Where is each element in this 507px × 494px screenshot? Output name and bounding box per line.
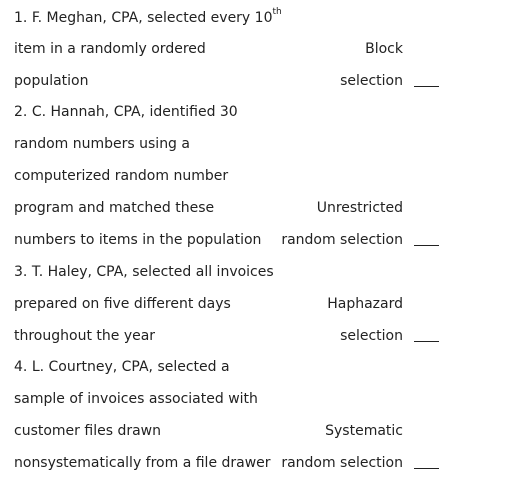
ordinal-suffix: th — [272, 7, 282, 18]
item-text: L. Courtney, CPA, selected a — [31, 359, 230, 375]
item-3-line-2 — [0, 293, 507, 315]
item-2-line-1 — [0, 101, 507, 123]
option-label: Systematic — [325, 423, 403, 439]
item-text: F. Meghan, CPA, selected every 10 — [31, 10, 273, 26]
item-text: throughout the year — [14, 328, 156, 344]
option-label: random selection — [281, 232, 403, 248]
item-1-line-1 — [0, 7, 507, 29]
answer-blank-3[interactable] — [414, 341, 439, 342]
item-1-line-3 — [0, 70, 507, 92]
option-label: Unrestricted — [316, 200, 403, 216]
item-text: nonsystematically from a file drawer — [14, 455, 271, 471]
item-2-line-3 — [0, 165, 507, 187]
item-3-line-3 — [0, 325, 507, 347]
item-number: 4. — [14, 359, 28, 375]
answer-blank-4[interactable] — [414, 468, 439, 469]
item-text: prepared on five different days — [14, 296, 231, 312]
item-number: 3. — [14, 264, 28, 280]
item-4-line-4 — [0, 452, 507, 474]
item-2-line-2 — [0, 133, 507, 155]
item-number: 1. — [14, 10, 28, 26]
option-label: Block — [365, 41, 403, 57]
answer-blank-2[interactable] — [414, 245, 439, 246]
item-4-line-1 — [0, 356, 507, 378]
option-label: Haphazard — [327, 296, 403, 312]
item-2-line-4 — [0, 197, 507, 219]
item-text: numbers to items in the population — [14, 232, 262, 248]
option-label: random selection — [281, 455, 403, 471]
item-2-line-5 — [0, 229, 507, 251]
item-text: sample of invoices associated with — [14, 391, 258, 407]
item-text: item in a randomly ordered — [14, 41, 206, 57]
item-text: random numbers using a — [14, 136, 190, 152]
answer-blank-1[interactable] — [414, 86, 439, 87]
item-text: program and matched these — [14, 200, 215, 216]
item-4-line-3 — [0, 420, 507, 442]
item-3-line-1 — [0, 261, 507, 283]
item-text: computerized random number — [14, 168, 229, 184]
item-text: T. Haley, CPA, selected all invoices — [31, 264, 274, 280]
item-number: 2. — [14, 104, 28, 120]
item-text: population — [14, 73, 89, 89]
option-label: selection — [340, 73, 403, 89]
item-1-line-2 — [0, 38, 507, 60]
item-text: C. Hannah, CPA, identified 30 — [31, 104, 238, 120]
option-label: selection — [340, 328, 403, 344]
item-4-line-2 — [0, 388, 507, 410]
item-text: customer files drawn — [14, 423, 161, 439]
